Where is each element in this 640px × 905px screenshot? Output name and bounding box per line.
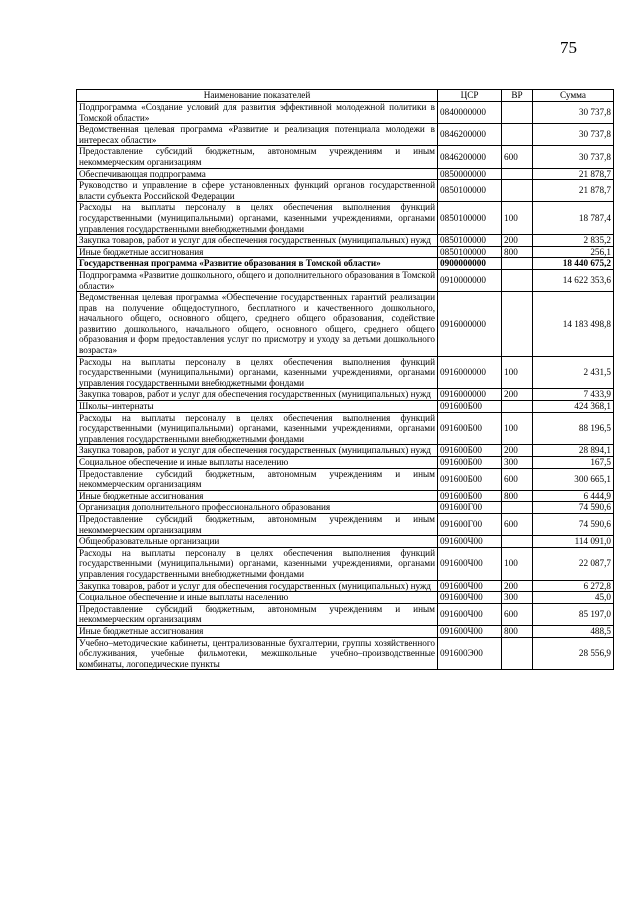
table-row xyxy=(77,603,614,625)
row-vr-cell: 200 xyxy=(502,445,533,457)
table-row xyxy=(77,180,614,202)
row-sum-cell: 2 431,5 xyxy=(533,356,614,389)
row-vr-cell: 600 xyxy=(502,603,533,625)
header-vr: ВР xyxy=(502,90,533,102)
row-name-cell: Иные бюджетные ассигнования xyxy=(77,246,438,258)
row-sum-cell: 18 440 675,2 xyxy=(533,258,614,270)
row-vr-cell xyxy=(502,258,533,270)
table-row xyxy=(77,102,614,124)
table-row xyxy=(77,124,614,146)
row-csr-cell: 091600Э00 xyxy=(438,637,502,670)
table-row xyxy=(77,356,614,389)
row-vr-cell xyxy=(502,536,533,548)
row-name-cell: Закупка товаров, работ и услуг для обеспечения государственных (муниципальных) нужд xyxy=(77,580,438,592)
table-row xyxy=(77,235,614,247)
row-csr-cell: 0850100000 xyxy=(438,235,502,247)
row-name-cell: Ведомственная целевая программа «Развитие и реализация потенциала молодежи в интересах области» xyxy=(77,124,438,146)
row-vr-cell: 200 xyxy=(502,580,533,592)
row-vr-cell: 800 xyxy=(502,625,533,637)
row-csr-cell: 0846200000 xyxy=(438,146,502,168)
row-csr-cell: 0850000000 xyxy=(438,168,502,180)
row-sum-cell: 18 787,4 xyxy=(533,202,614,235)
table-row xyxy=(77,146,614,168)
table-row xyxy=(77,202,614,235)
table-row xyxy=(77,292,614,357)
row-csr-cell: 091600Ч00 xyxy=(438,603,502,625)
row-vr-cell: 100 xyxy=(502,547,533,580)
row-csr-cell: 0850100000 xyxy=(438,202,502,235)
row-sum-cell: 300 665,1 xyxy=(533,468,614,490)
row-name-cell: Организация дополнительного профессионального образования xyxy=(77,502,438,514)
row-vr-cell xyxy=(502,124,533,146)
row-csr-cell: 0850100000 xyxy=(438,180,502,202)
row-vr-cell: 600 xyxy=(502,468,533,490)
row-csr-cell: 0840000000 xyxy=(438,102,502,124)
row-csr-cell: 091600Ч00 xyxy=(438,580,502,592)
row-sum-cell: 21 878,7 xyxy=(533,180,614,202)
row-name-cell: Учебно–методические кабинеты, централизованные бухгалтерии, группы хозяйственного обслуживания, учебные фильмотеки, межшкольные учебно–производственные комбинаты, логопедические пункты xyxy=(77,637,438,670)
table-row xyxy=(77,637,614,670)
row-csr-cell: 091600Б00 xyxy=(438,490,502,502)
table-header-row xyxy=(77,90,614,102)
row-sum-cell: 14 622 353,6 xyxy=(533,269,614,291)
row-csr-cell: 091600Г00 xyxy=(438,513,502,535)
row-sum-cell: 424 368,1 xyxy=(533,401,614,413)
row-name-cell: Предоставление субсидий бюджетным, автономным учреждениям и иным некоммерческим организациям xyxy=(77,513,438,535)
row-csr-cell: 091600Б00 xyxy=(438,457,502,469)
row-name-cell: Школы–интернаты xyxy=(77,401,438,413)
row-name-cell: Подпрограмма «Развитие дошкольного, общего и дополнительного образования в Томской области» xyxy=(77,269,438,291)
row-vr-cell: 300 xyxy=(502,592,533,604)
row-vr-cell: 800 xyxy=(502,490,533,502)
row-sum-cell: 488,5 xyxy=(533,625,614,637)
row-name-cell: Закупка товаров, работ и услуг для обеспечения государственных (муниципальных) нужд xyxy=(77,235,438,247)
row-vr-cell: 100 xyxy=(502,412,533,445)
row-sum-cell: 30 737,8 xyxy=(533,146,614,168)
row-csr-cell: 091600Г00 xyxy=(438,502,502,514)
row-name-cell: Общеобразовательные организации xyxy=(77,536,438,548)
row-vr-cell xyxy=(502,401,533,413)
row-csr-cell: 0846200000 xyxy=(438,124,502,146)
table-row xyxy=(77,445,614,457)
row-csr-cell: 091600Ч00 xyxy=(438,625,502,637)
row-sum-cell: 6 444,9 xyxy=(533,490,614,502)
row-name-cell: Обеспечивающая подпрограмма xyxy=(77,168,438,180)
row-name-cell: Закупка товаров, работ и услуг для обеспечения государственных (муниципальных) нужд xyxy=(77,389,438,401)
table-row xyxy=(77,536,614,548)
row-name-cell: Иные бюджетные ассигнования xyxy=(77,490,438,502)
row-csr-cell: 091600Б00 xyxy=(438,468,502,490)
header-csr: ЦСР xyxy=(438,90,502,102)
row-name-cell: Социальное обеспечение и иные выплаты населению xyxy=(77,457,438,469)
row-name-cell: Иные бюджетные ассигнования xyxy=(77,625,438,637)
row-csr-cell: 091600Б00 xyxy=(438,401,502,413)
row-sum-cell: 85 197,0 xyxy=(533,603,614,625)
row-name-cell: Социальное обеспечение и иные выплаты населению xyxy=(77,592,438,604)
row-name-cell: Ведомственная целевая программа «Обеспечение государственных гарантий реализации прав на получение общедоступного, бесплатного и качественного дошкольного, начального общего, основного общего, среднего общего образования, содействие развитию дошкольного, начального общего, основного общего, среднего общего образования и форм предоставления услуг по присмотру и уходу за детьми дошкольного возраста» xyxy=(77,292,438,357)
row-csr-cell: 091600Ч00 xyxy=(438,547,502,580)
row-name-cell: Расходы на выплаты персоналу в целях обеспечения выполнения функций государственными (муниципальными) органами, казенными учреждениями, органами управления государственными внебюджетными фондами xyxy=(77,547,438,580)
row-name-cell: Предоставление субсидий бюджетным, автономным учреждениям и иным некоммерческим организациям xyxy=(77,603,438,625)
table-row xyxy=(77,625,614,637)
row-sum-cell: 21 878,7 xyxy=(533,168,614,180)
row-sum-cell: 28 894,1 xyxy=(533,445,614,457)
row-name-cell: Закупка товаров, работ и услуг для обеспечения государственных (муниципальных) нужд xyxy=(77,445,438,457)
table-body xyxy=(77,102,614,670)
row-vr-cell: 600 xyxy=(502,146,533,168)
row-vr-cell xyxy=(502,102,533,124)
header-name: Наименование показателей xyxy=(77,90,438,102)
table-row xyxy=(77,457,614,469)
row-vr-cell xyxy=(502,637,533,670)
row-csr-cell: 091600Ч00 xyxy=(438,592,502,604)
row-sum-cell: 74 590,6 xyxy=(533,513,614,535)
budget-table xyxy=(76,89,614,670)
row-vr-cell xyxy=(502,168,533,180)
table-row xyxy=(77,389,614,401)
page-number: 75 xyxy=(560,38,577,57)
row-sum-cell: 7 433,9 xyxy=(533,389,614,401)
row-name-cell: Предоставление субсидий бюджетным, автономным учреждениям и иным некоммерческим организациям xyxy=(77,146,438,168)
row-name-cell: Подпрограмма «Создание условий для развития эффективной молодежной политики в Томской области» xyxy=(77,102,438,124)
row-csr-cell: 0850100000 xyxy=(438,246,502,258)
table-row xyxy=(77,258,614,270)
row-vr-cell: 600 xyxy=(502,513,533,535)
row-csr-cell: 0900000000 xyxy=(438,258,502,270)
table-row xyxy=(77,490,614,502)
table-row xyxy=(77,468,614,490)
row-name-cell: Руководство и управление в сфере установленных функций органов государственной власти субъекта Российской Федерации xyxy=(77,180,438,202)
row-vr-cell xyxy=(502,292,533,357)
row-sum-cell: 74 590,6 xyxy=(533,502,614,514)
row-name-cell: Предоставление субсидий бюджетным, автономным учреждениям и иным некоммерческим организациям xyxy=(77,468,438,490)
table-row xyxy=(77,269,614,291)
row-csr-cell: 0910000000 xyxy=(438,269,502,291)
row-sum-cell: 114 091,0 xyxy=(533,536,614,548)
row-vr-cell: 200 xyxy=(502,235,533,247)
table-row xyxy=(77,592,614,604)
header-sum: Сумма xyxy=(533,90,614,102)
row-sum-cell: 30 737,8 xyxy=(533,102,614,124)
row-csr-cell: 0916000000 xyxy=(438,292,502,357)
row-sum-cell: 30 737,8 xyxy=(533,124,614,146)
table-row xyxy=(77,168,614,180)
table-row xyxy=(77,246,614,258)
row-csr-cell: 091600Ч00 xyxy=(438,536,502,548)
row-name-cell: Расходы на выплаты персоналу в целях обеспечения выполнения функций государственными (муниципальными) органами, казенными учреждениями, органами управления государственными внебюджетными фондами xyxy=(77,412,438,445)
row-sum-cell: 88 196,5 xyxy=(533,412,614,445)
row-sum-cell: 256,1 xyxy=(533,246,614,258)
table-row xyxy=(77,401,614,413)
row-vr-cell xyxy=(502,502,533,514)
row-vr-cell: 300 xyxy=(502,457,533,469)
row-vr-cell: 100 xyxy=(502,356,533,389)
table-row xyxy=(77,412,614,445)
row-vr-cell xyxy=(502,269,533,291)
row-vr-cell: 100 xyxy=(502,202,533,235)
row-sum-cell: 167,5 xyxy=(533,457,614,469)
row-sum-cell: 22 087,7 xyxy=(533,547,614,580)
row-vr-cell xyxy=(502,180,533,202)
row-name-cell: Расходы на выплаты персоналу в целях обеспечения выполнения функций государственными (муниципальными) органами, казенными учреждениями, органами управления государственными внебюджетными фондами xyxy=(77,356,438,389)
row-sum-cell: 6 272,8 xyxy=(533,580,614,592)
table-row xyxy=(77,502,614,514)
table-row xyxy=(77,513,614,535)
table-row xyxy=(77,580,614,592)
row-sum-cell: 45,0 xyxy=(533,592,614,604)
row-csr-cell: 0916000000 xyxy=(438,356,502,389)
row-sum-cell: 14 183 498,8 xyxy=(533,292,614,357)
row-vr-cell: 200 xyxy=(502,389,533,401)
table-row xyxy=(77,547,614,580)
row-csr-cell: 091600Б00 xyxy=(438,412,502,445)
row-csr-cell: 091600Б00 xyxy=(438,445,502,457)
row-csr-cell: 0916000000 xyxy=(438,389,502,401)
row-sum-cell: 2 835,2 xyxy=(533,235,614,247)
row-sum-cell: 28 556,9 xyxy=(533,637,614,670)
row-vr-cell: 800 xyxy=(502,246,533,258)
row-name-cell: Государственная программа «Развитие образования в Томской области» xyxy=(77,258,438,270)
row-name-cell: Расходы на выплаты персоналу в целях обеспечения выполнения функций государственными (муниципальными) органами, казенными учреждениями, органами управления государственными внебюджетными фондами xyxy=(77,202,438,235)
